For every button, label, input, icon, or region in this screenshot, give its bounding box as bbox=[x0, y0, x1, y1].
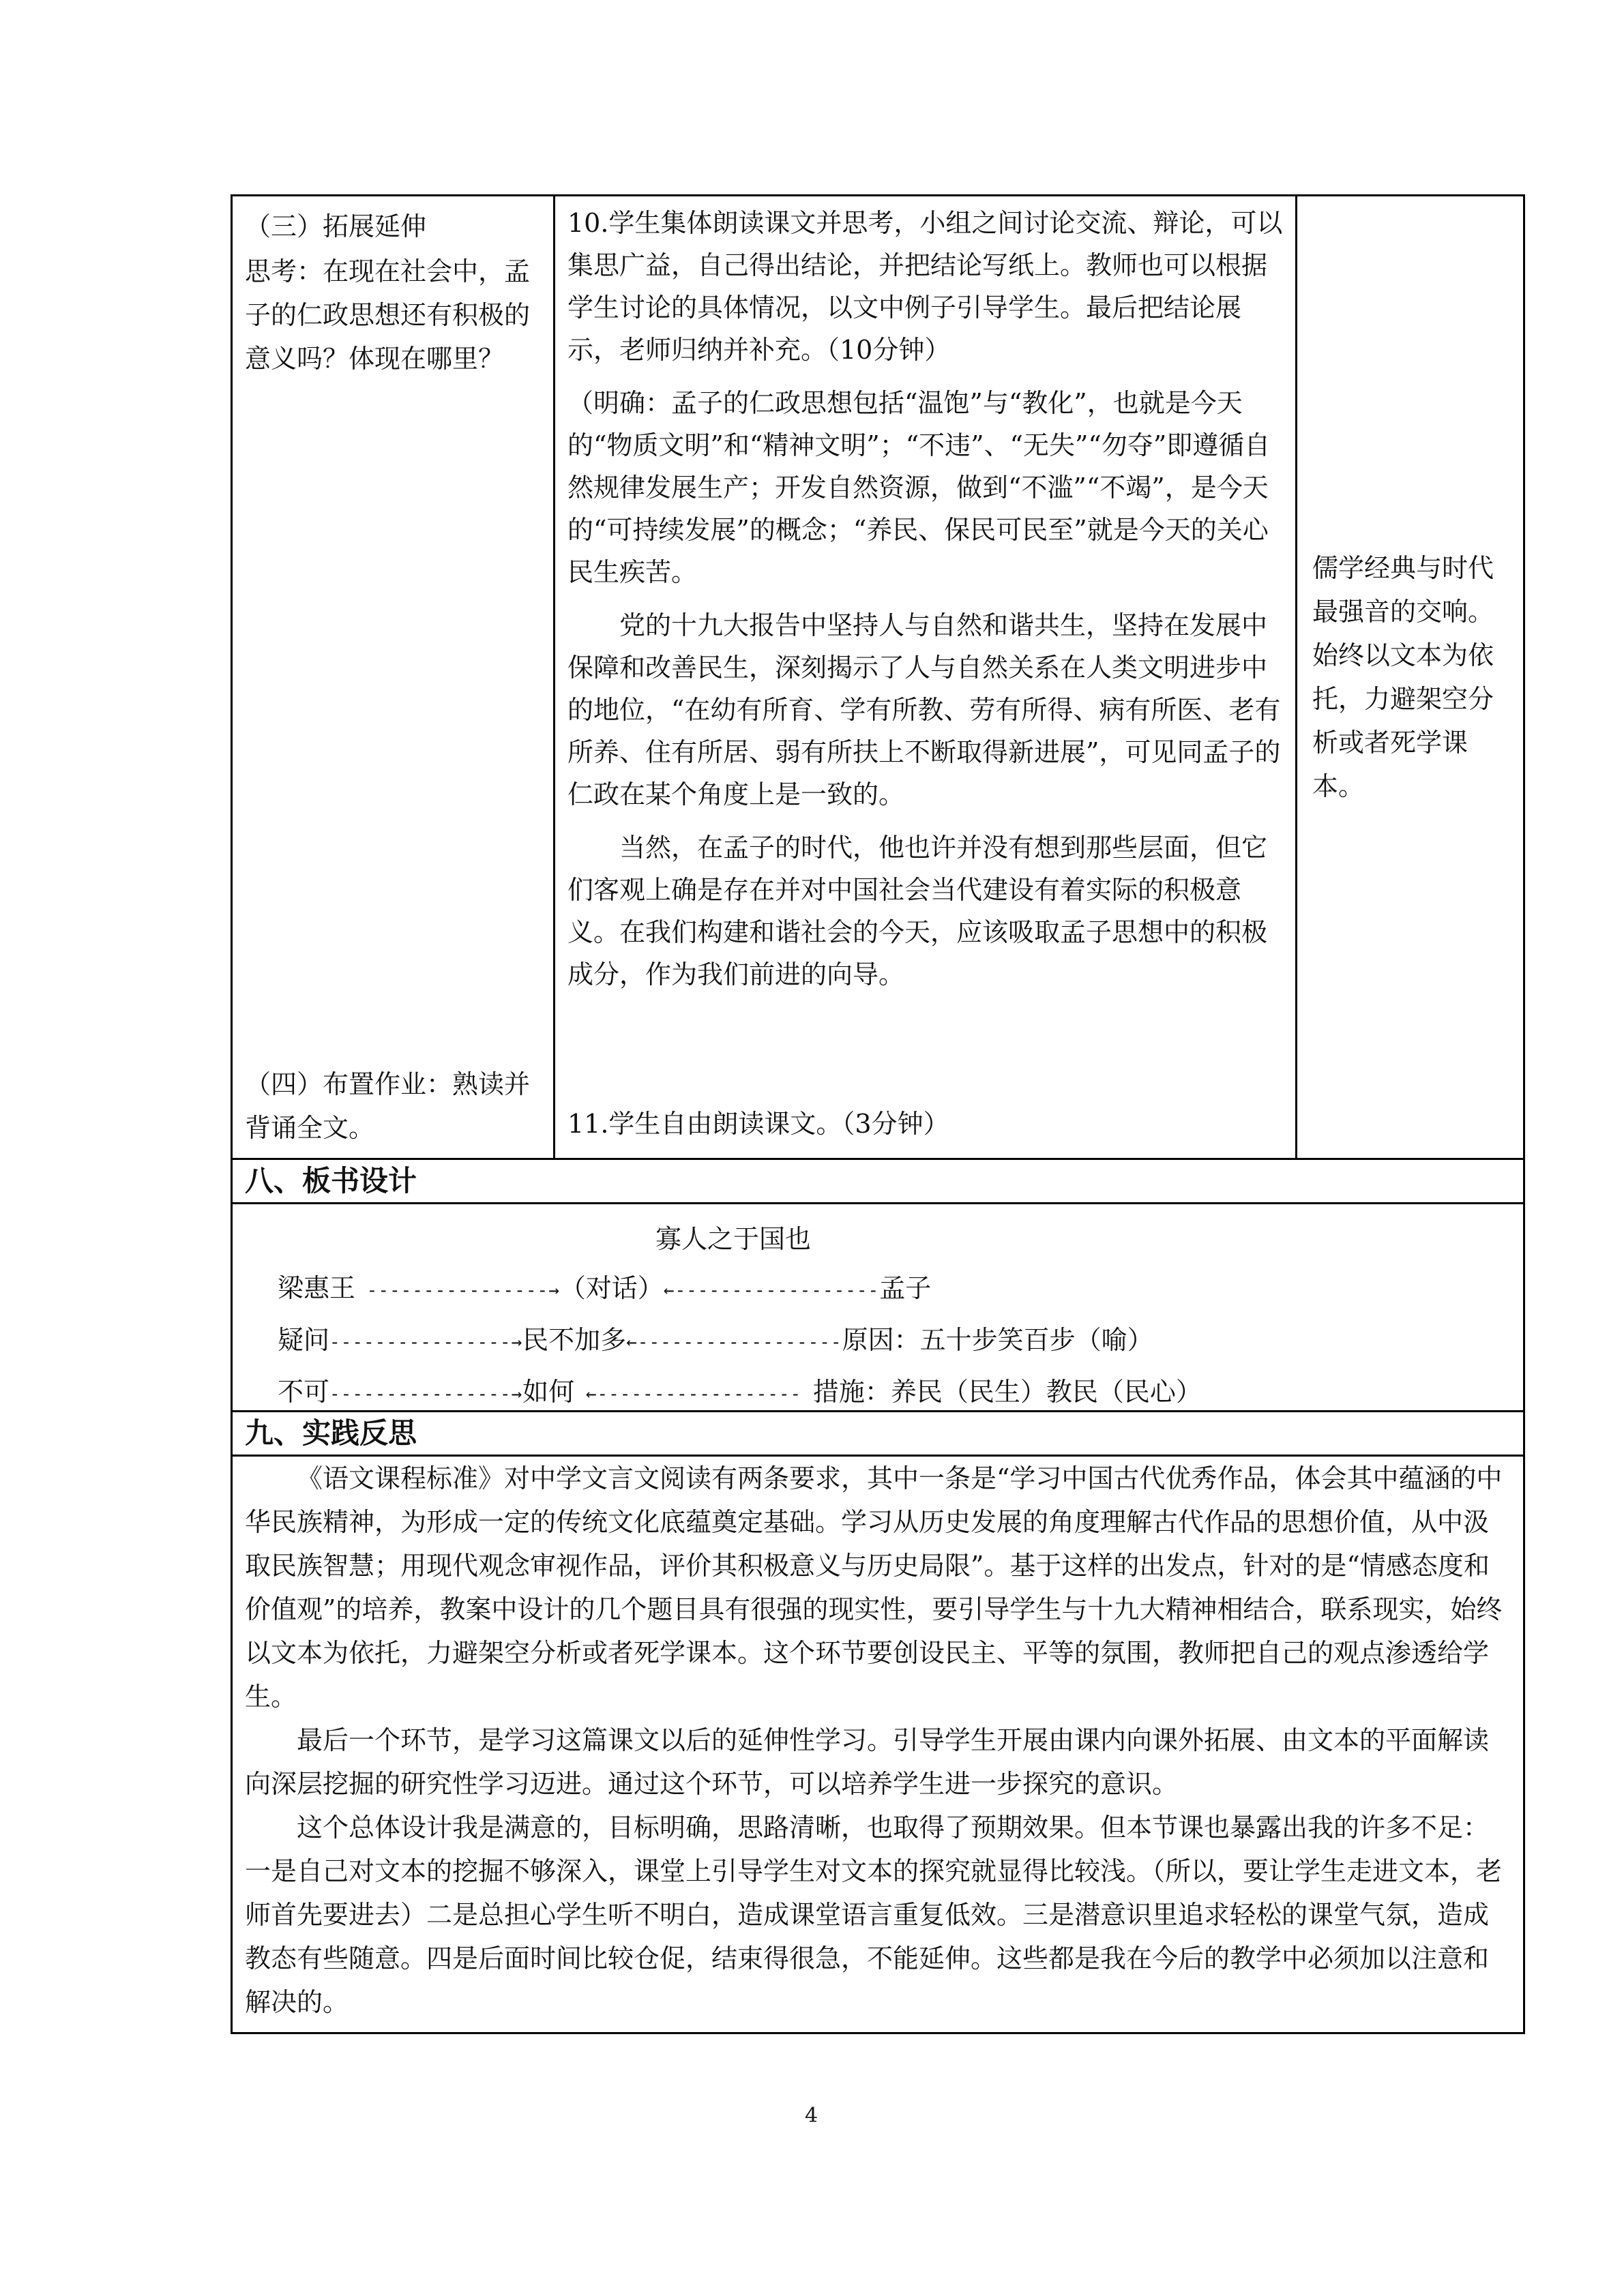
board-heading-row bbox=[232, 1159, 1524, 1204]
board-line-2 bbox=[278, 1319, 1153, 1356]
arrow-left-icon: ←------------------ bbox=[574, 1384, 813, 1405]
board-line-3-right: 措施：养民（民生）教民（民心） bbox=[812, 1377, 1202, 1407]
board-line-3 bbox=[278, 1371, 1202, 1408]
activity-row bbox=[232, 196, 1524, 1159]
arrow-right-icon: ----------------→ bbox=[355, 1280, 560, 1301]
steps-cell bbox=[232, 196, 555, 1159]
board-design-cell bbox=[232, 1204, 1524, 1412]
board-line-3-left: 不可 bbox=[278, 1377, 330, 1407]
board-line-2-left: 疑问 bbox=[278, 1325, 330, 1355]
homework-text: （四）布置作业：熟读并背诵全文。 bbox=[245, 1069, 531, 1143]
arrow-left-icon: ←------------------ bbox=[626, 1332, 842, 1353]
reflection-paragraph-1: 《语文课程标准》对中学文言文阅读有两条要求，其中一条是“学习中国古代优秀作品，体会其中蕴涵的中华民族精神，为形成一定的传统文化底蕴奠定基础。学习从历史发展的角度理解古代作品的思想价值，从中汲取民族智慧；用现代观念审视作品，评价其积极意义与历史局限”。基于这样的出发点，针对的是“情感态度和价值观”的培养，教案中设计的几个题目具有很强的现实性，要引导学生与十九大精神相结合，联系现实，始终以文本为依托，力避架空分析或者死学课本。这个环节要创设民主、平等的氛围，教师把自己的观点渗透给学生。 bbox=[245, 1463, 1503, 1712]
activities-cell bbox=[555, 196, 1297, 1159]
board-line-1 bbox=[278, 1267, 931, 1304]
arrow-right-icon: ----------------→ bbox=[329, 1384, 523, 1405]
lesson-plan-page bbox=[231, 194, 1517, 2034]
board-line-1-left: 梁惠王 bbox=[278, 1273, 356, 1303]
design-intent-text: 儒学经典与时代最强音的交响。始终以文本为依托，力避架空分析或者死学课本。 bbox=[1312, 553, 1494, 801]
reflection-paragraph-2: 最后一个环节，是学习这篇课文以后的延伸性学习。引导学生开展由课内向课外拓展、由文本的平面解读向深层挖掘的研究性学习迈进。通过这个环节，可以培养学生进一步探究的意识。 bbox=[245, 1725, 1490, 1799]
nineteenth-congress-paragraph: 党的十九大报告中坚持人与自然和谐共生，坚持在发展中保障和改善民生，深刻揭示了人与自然关系在人类文明进步中的地位，“在幼有所育、学有所教、劳有所得、病有所医、老有所养、住有所居、弱有所扶上不断取得新进展”，可见同孟子的仁政在某个角度上是一致的。 bbox=[567, 610, 1281, 809]
board-design-heading: 八、板书设计 bbox=[232, 1159, 1524, 1204]
reflection-paragraph-3: 这个总体设计我是满意的，目标明确，思路清晰，也取得了预期效果。但本节课也暴露出我的许多不足：一是自己对文本的挖掘不够深入，课堂上引导学生对文本的探究就显得比较浅。（所以，要让学生走进文本，老师首先要进去）二是总担心学生听不明白，造成课堂语言重复低效。三是潜意识里追求轻松的课堂气氛，造成教态有些随意。四是后面时间比较仓促，结束得很急，不能延伸。这些都是我在今后的教学中必须加以注意和解决的。 bbox=[245, 1813, 1503, 2017]
reflection-row bbox=[232, 1456, 1524, 2033]
reflection-cell bbox=[232, 1456, 1524, 2033]
activity-step-11: 11.学生自由朗读课文。（3分钟） bbox=[567, 1109, 949, 1139]
extension-heading: （三）拓展延伸 bbox=[245, 211, 427, 241]
board-line-1-middle: （对话） bbox=[559, 1273, 664, 1303]
arrow-left-icon: ←------------------ bbox=[663, 1280, 880, 1301]
board-line-2-right: 原因：五十步笑百步（喻） bbox=[842, 1325, 1153, 1355]
board-line-3-middle: 如何 bbox=[522, 1377, 575, 1407]
board-line-1-right: 孟子 bbox=[879, 1273, 932, 1303]
activity-step-10: 10.学生集体朗读课文并思考，小组之间讨论交流、辩论，可以集思广益，自己得出结论，并把结论写纸上。教师也可以根据学生讨论的具体情况，以文中例子引导学生。最后把结论展示，老师归纳并补充。（10分钟） bbox=[567, 208, 1283, 365]
mencius-era-paragraph: 当然，在孟子的时代，他也许并没有想到那些层面，但它们客观上确是存在并对中国社会当代建设有着实际的积极意义。在我们构建和谐社会的今天，应该吸取孟子思想中的积极成分，作为我们前进的向导。 bbox=[567, 833, 1268, 989]
design-intent-cell bbox=[1297, 196, 1524, 1159]
board-title: 寡人之于国也 bbox=[655, 1224, 812, 1254]
clarification-paragraph: （明确：孟子的仁政思想包括“温饱”与“教化”，也就是今天的“物质文明”和“精神文明”；“不违”、“无失”“勿夺”即遵循自然规律发展生产；开发自然资源，做到“不滥”“不竭”，是今天的“可持续发展”的概念；“养民、保民可民至”就是今天的关心民生疾苦。 bbox=[567, 388, 1271, 587]
arrow-right-icon: ----------------→ bbox=[329, 1332, 523, 1353]
board-row bbox=[232, 1204, 1524, 1412]
lesson-plan-table bbox=[231, 194, 1525, 2034]
board-line-2-middle: 民不加多 bbox=[522, 1325, 627, 1355]
page-number: 4 bbox=[805, 2104, 818, 2128]
reflection-heading: 九、实践反思 bbox=[232, 1412, 1524, 1456]
extension-question: 思考：在现在社会中，孟子的仁政思想还有积极的意义吗？体现在哪里？ bbox=[245, 256, 531, 374]
reflection-heading-row bbox=[232, 1412, 1524, 1456]
